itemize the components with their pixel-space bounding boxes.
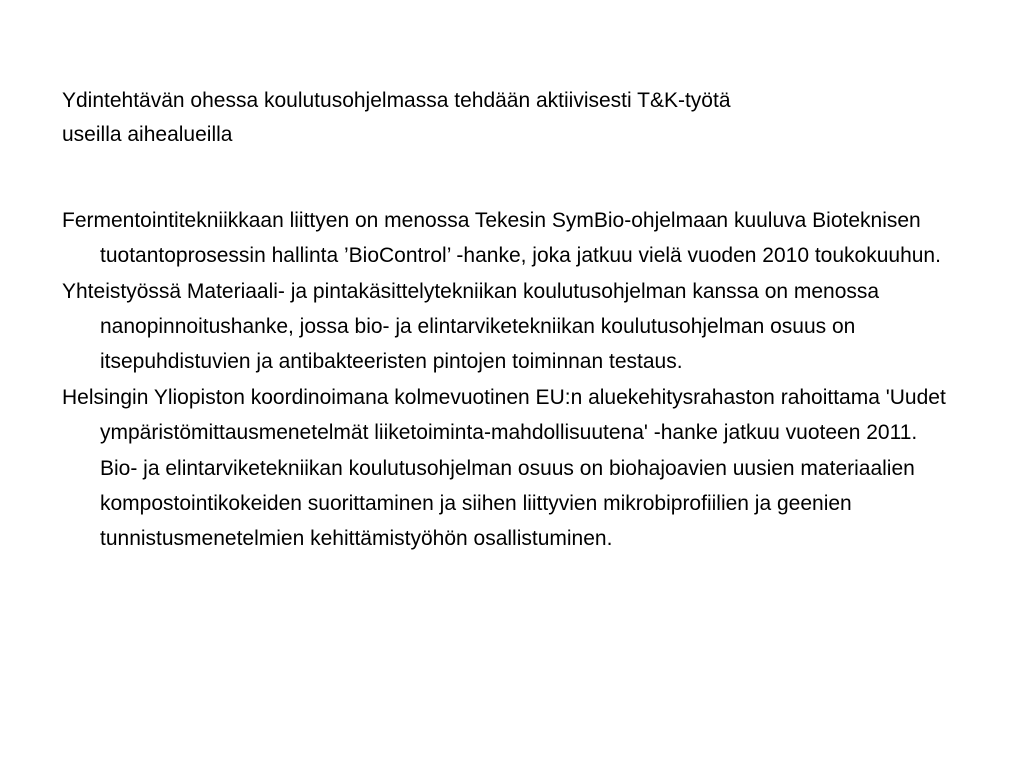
project-subitem-composting: Bio- ja elintarviketekniikan koulutusohjelman osuus on biohajoavien uusien materiaalien kompostointikokeiden suorittaminen ja siihen liittyvien mikrobiprofiilien ja geenien tunnistusmenetelmien kehittämistyöhön osallistuminen. xyxy=(100,457,915,550)
intro-text xyxy=(62,84,962,152)
intro-line-2: useilla aihealueilla xyxy=(62,123,233,146)
project-list xyxy=(62,203,962,556)
intro-line-1: Ydintehtävän ohessa koulutusohjelmassa tehdään aktiivisesti T&K-työtä xyxy=(62,89,731,112)
project-item-biocontrol: Fermentointitekniikkaan liittyen on menossa Tekesin SymBio-ohjelmaan kuuluva Bioteknisen tuotantoprosessin hallinta ’BioControl’ -hanke, joka jatkuu vielä vuoden 2010 toukokuuhun. xyxy=(62,209,941,267)
project-item-nanocoating: Yhteistyössä Materiaali- ja pintakäsittelytekniikan koulutusohjelman kanssa on menossa nanopinnoitushanke, jossa bio- ja elintarviketekniikan koulutusohjelman osuus on itsepuhdistuvien ja antibakteeristen pintojen toiminnan testaus. xyxy=(62,280,880,373)
project-item-eu-project: Helsingin Yliopiston koordinoimana kolmevuotinen EU:n aluekehitysrahaston rahoittama 'Uudet ympäristömittausmenetelmät liiketoiminta-mahdollisuutena' -hanke jatkuu vuoteen 2011. xyxy=(62,386,946,444)
